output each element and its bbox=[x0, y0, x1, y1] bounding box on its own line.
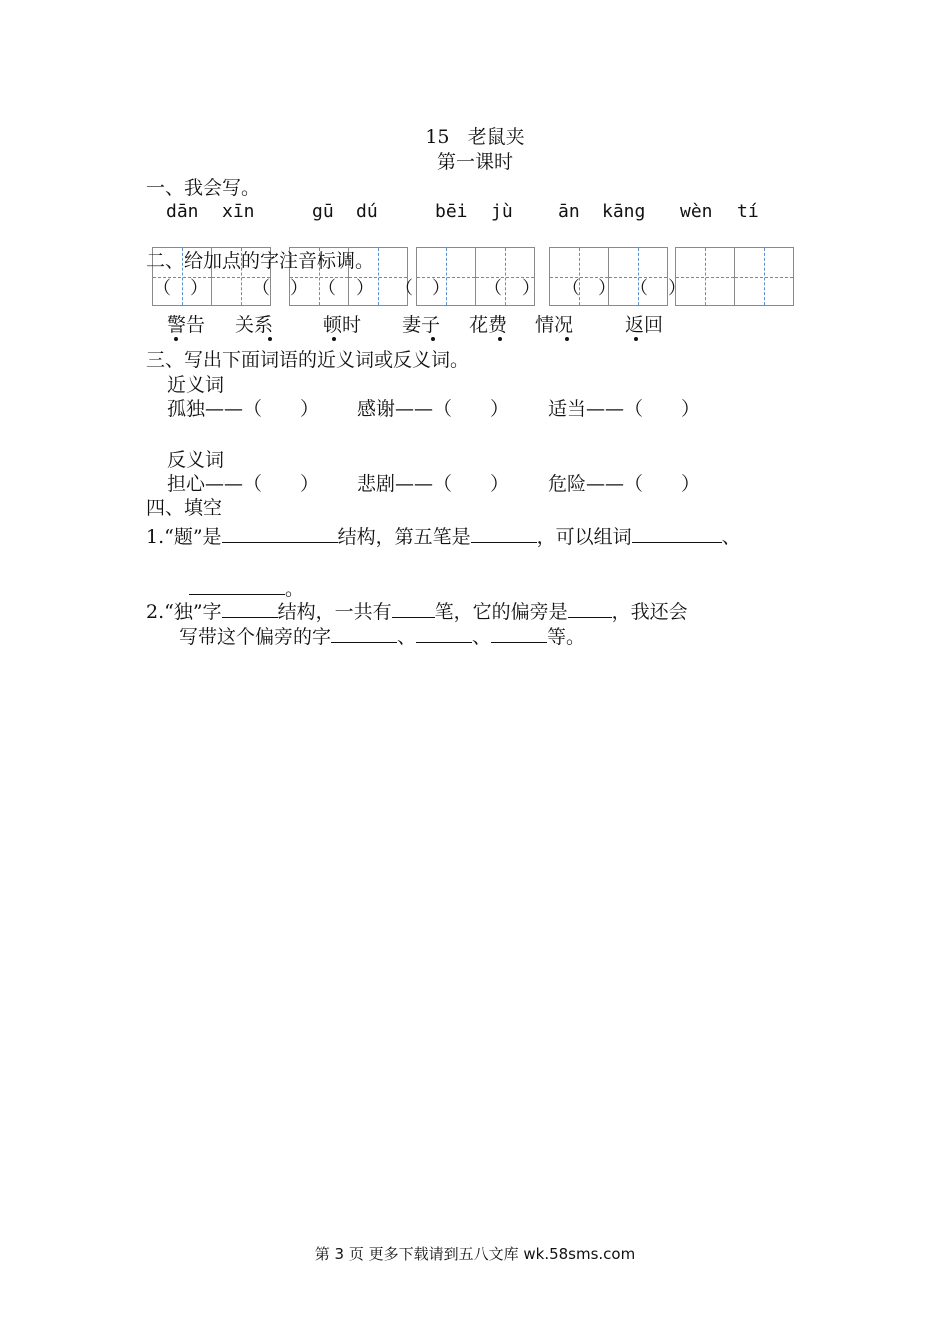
pinyin: jù bbox=[491, 201, 513, 222]
answer-blank[interactable] bbox=[471, 524, 537, 543]
answer-blank[interactable] bbox=[222, 599, 278, 618]
lesson-name: 老鼠夹 bbox=[467, 126, 525, 148]
emphasis-dot bbox=[431, 337, 435, 341]
pinyin: xīn bbox=[222, 201, 255, 222]
emphasis-dot bbox=[174, 337, 178, 341]
page-footer: 第 3 页 更多下载请到五八文库 wk.58sms.com bbox=[314, 1245, 636, 1263]
antonym-item: 悲剧——（ ） bbox=[357, 473, 510, 495]
antonym-item: 担心——（ ） bbox=[167, 473, 320, 495]
pinyin: bēi bbox=[435, 201, 468, 222]
lesson-number: 15 bbox=[425, 126, 450, 148]
grid-cell[interactable] bbox=[734, 247, 794, 306]
emphasis-dot bbox=[332, 337, 336, 341]
pinyin: tí bbox=[737, 201, 759, 222]
pinyin: wèn bbox=[680, 201, 713, 222]
section2-heading: 二、给加点的字注音标调。 bbox=[146, 250, 375, 272]
answer-blank[interactable] bbox=[392, 599, 435, 618]
answer-blank[interactable] bbox=[632, 524, 722, 543]
emphasis-dot bbox=[268, 337, 272, 341]
synonym-item: 孤独——（ ） bbox=[167, 398, 320, 420]
pinyin: dān bbox=[166, 201, 199, 222]
word: 顿时 bbox=[323, 314, 362, 336]
antonym-label: 反义词 bbox=[167, 449, 225, 471]
question-1: 1.“题”是 结构，第五笔是 ，可以组词 、 bbox=[146, 526, 741, 548]
lesson-subtitle: 第一课时 bbox=[436, 151, 513, 173]
answer-blank[interactable] bbox=[222, 524, 338, 543]
section3-heading: 三、写出下面词语的近义词或反义词。 bbox=[146, 349, 470, 371]
answer-blank[interactable] bbox=[331, 624, 397, 643]
word: 妻子 bbox=[402, 314, 441, 336]
emphasis-dot bbox=[634, 337, 638, 341]
emphasis-dot bbox=[498, 337, 502, 341]
emphasis-dot bbox=[565, 337, 569, 341]
synonym-label: 近义词 bbox=[167, 374, 225, 396]
pinyin: ān bbox=[558, 201, 580, 222]
answer-blank[interactable] bbox=[491, 624, 547, 643]
antonym-item: 危险——（ ） bbox=[548, 473, 701, 495]
section4-heading: 四、填空 bbox=[146, 497, 223, 519]
answer-blank[interactable] bbox=[416, 624, 472, 643]
synonym-item: 感谢——（ ） bbox=[357, 398, 510, 420]
word: 情况 bbox=[535, 314, 574, 336]
pinyin: dú bbox=[356, 201, 378, 222]
word: 花费 bbox=[469, 314, 508, 336]
question-2: 2.“独”字 结构，一共有 笔，它的偏旁是 ，我还会 bbox=[146, 601, 688, 623]
word: 关系 bbox=[235, 314, 274, 336]
question-1-cont: 。 bbox=[189, 576, 304, 601]
answer-blank[interactable] bbox=[568, 599, 612, 618]
pinyin: kāng bbox=[602, 201, 646, 222]
question-2-cont: 写带这个偏旁的字 、 、 等。 bbox=[179, 626, 586, 648]
pinyin: gū bbox=[312, 201, 334, 222]
lesson-title bbox=[0, 126, 950, 149]
answer-blank[interactable] bbox=[189, 576, 285, 595]
section1-heading: 一、我会写。 bbox=[146, 177, 261, 199]
word: 警告 bbox=[167, 314, 206, 336]
word: 返回 bbox=[625, 314, 664, 336]
synonym-item: 适当——（ ） bbox=[548, 398, 701, 420]
